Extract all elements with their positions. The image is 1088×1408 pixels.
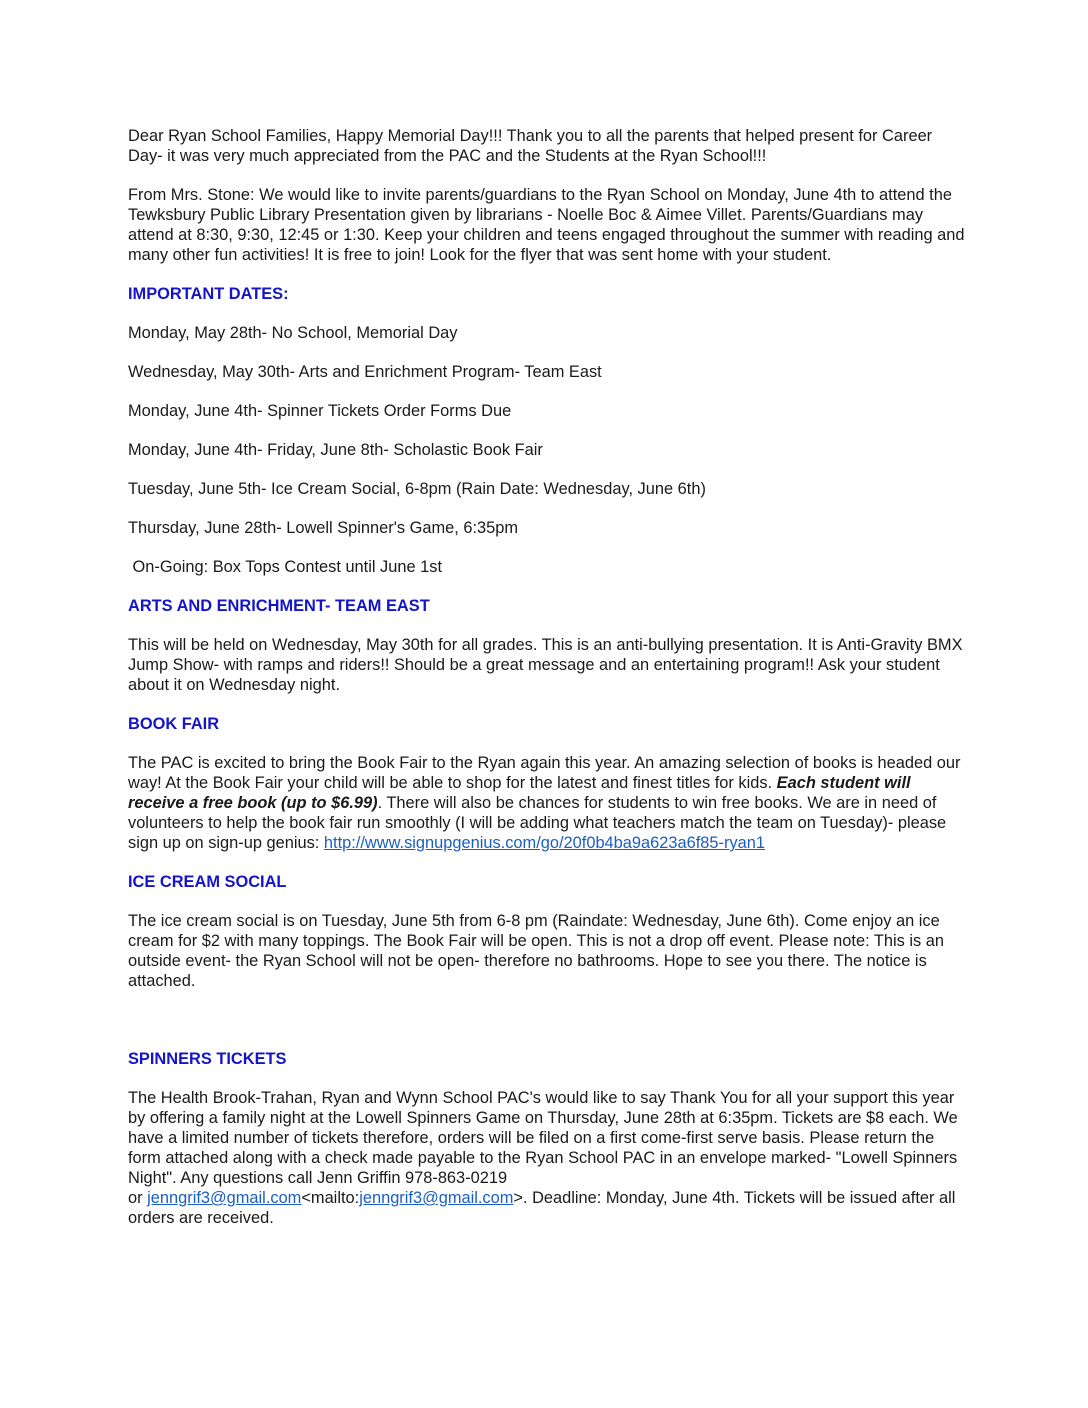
signup-genius-link[interactable]: http://www.signupgenius.com/go/20f0b4ba9a623a6f85-ryan1 — [323, 834, 765, 852]
or-text: or — [128, 1189, 148, 1207]
date-item: Thursday, June 28th- Lowell Spinner's Game, 6:35pm — [128, 519, 519, 537]
ice-cream-heading: ICE CREAM SOCIAL — [128, 873, 287, 891]
date-item: Tuesday, June 5th- Ice Cream Social, 6-8pm (Rain Date: Wednesday, June 6th) — [128, 480, 706, 498]
book-fair-paragraph — [128, 753, 968, 853]
arts-paragraph: This will be held on Wednesday, May 30th for all grades. This is an anti-bullying presentation. It is Anti-Gravity BMX Jump Show- with ramps and riders!! Should be a great message and an entertaining program!! Ask your student about it on Wednesday night. — [128, 636, 963, 694]
book-fair-heading: BOOK FAIR — [128, 715, 220, 733]
arts-heading: ARTS AND ENRICHMENT- TEAM EAST — [128, 597, 430, 615]
mailto-text: <mailto: — [301, 1189, 360, 1207]
spinners-paragraph — [128, 1088, 968, 1228]
book-fair-text-end: . There will also be chances for students to win free books. We are in need of volunteers to help the book fair run smoothly (I will be adding what teachers match the team on Tuesday)- please sign up on sign-up genius: — [128, 794, 947, 852]
ice-cream-paragraph: The ice cream social is on Tuesday, June 5th from 6-8 pm (Raindate: Wednesday, June 6th). Come enjoy an ice cream for $2 with many toppings. The Book Fair will be open. This is not a drop off event. Please note: This is an outside event- the Ryan School will not be open- therefore no bathrooms. Hope to see you there. The notice is attached. — [128, 912, 945, 990]
spinners-text: The Health Brook-Trahan, Ryan and Wynn School PAC's would like to say Thank You for all your support this year by offering a family night at the Lowell Spinners Game on Thursday, June 28th at 6:35pm. Tickets are $8 each. We have a limited number of tickets therefore, orders will be filed on a first come-first serve basis. Please return the form attached along with a check made payable to the Ryan School PAC in an envelope marked- "Lowell Spinners Night". Any questions call Jenn Griffin 978-863-0219 — [128, 1089, 958, 1187]
date-item: Monday, June 4th- Friday, June 8th- Scholastic Book Fair — [128, 441, 543, 459]
section-spacer — [128, 991, 968, 1049]
spinners-text-end: >. Deadline: Monday, June 4th. Tickets will be issued after all orders are received. — [128, 1189, 956, 1227]
intro-paragraph: Dear Ryan School Families, Happy Memorial Day!!! Thank you to all the parents that helped present for Career Day- it was very much appreciated from the PAC and the Students at the Ryan School!!! — [128, 127, 933, 165]
free-book-emphasis: Each student will receive a free book (up to $6.99) — [128, 774, 911, 812]
newsletter-page — [128, 126, 968, 1228]
date-item: Monday, May 28th- No School, Memorial Day — [128, 324, 458, 342]
date-item: Wednesday, May 30th- Arts and Enrichment Program- Team East — [128, 363, 602, 381]
email-link[interactable]: jenngrif3@gmail.com — [147, 1189, 302, 1207]
spinners-heading: SPINNERS TICKETS — [128, 1050, 287, 1068]
library-paragraph: From Mrs. Stone: We would like to invite parents/guardians to the Ryan School on Monday, June 4th to attend the Tewksbury Public Library Presentation given by librarians - Noelle Boc & Aimee Villet. Parents/Guardians may attend at 8:30, 9:30, 12:45 or 1:30. Keep your children and teens engaged throughout the summer with reading and many other fun activities! It is free to join! Look for the flyer that was sent home with your student. — [128, 186, 965, 264]
date-item: Monday, June 4th- Spinner Tickets Order Forms Due — [128, 402, 512, 420]
mailto-email-link[interactable]: jenngrif3@gmail.com — [359, 1189, 514, 1207]
important-dates-heading: IMPORTANT DATES: — [128, 285, 289, 303]
book-fair-text: The PAC is excited to bring the Book Fair to the Ryan again this year. An amazing selection of books is headed our way! At the Book Fair your child will be able to shop for the latest and finest titles for kids. — [128, 754, 961, 792]
date-item: On-Going: Box Tops Contest until June 1st — [128, 558, 443, 576]
